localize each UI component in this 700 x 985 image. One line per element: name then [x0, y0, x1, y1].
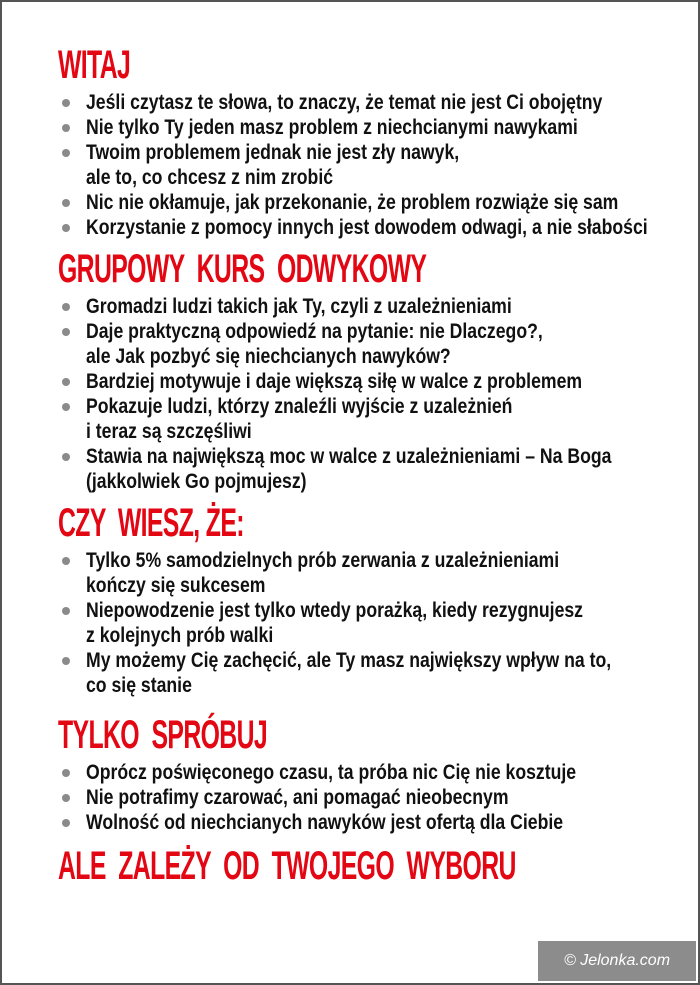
list-item-text: Daje praktyczną odpowiedź na pytanie: nie Dlaczego?, ale Jak pozbyć się niechcianych nawyków?	[86, 320, 543, 368]
bullet-list	[58, 760, 698, 835]
section-grupowy-kurs	[58, 246, 698, 494]
list-item	[58, 294, 698, 319]
list-item	[58, 394, 698, 444]
list-item-text: Tylko 5% samodzielnych prób zerwania z uzależnieniami kończy się sukcesem	[86, 549, 560, 597]
list-item	[58, 369, 698, 394]
list-item	[58, 319, 698, 369]
list-item-text: Jeśli czytasz te słowa, to znaczy, że temat nie jest Ci obojętny	[86, 91, 603, 114]
bullet-icon	[62, 149, 70, 157]
bullet-icon	[62, 557, 70, 565]
section-heading: TYLKO SPRÓBUJ	[58, 713, 268, 757]
list-item	[58, 140, 698, 190]
list-item-text: Pokazuje ludzi, którzy znaleźli wyjście z uzależnień i teraz są szczęśliwi	[86, 395, 513, 443]
bullet-icon	[62, 819, 70, 827]
closing-heading: ALE ZALEŻY OD TWOJEGO WYBORU	[58, 844, 516, 888]
section-czy-wiesz	[58, 500, 698, 698]
bullet-list	[58, 90, 698, 240]
list-item-text: Twoim problemem jednak nie jest zły nawyk, ale to, co chcesz z nim zrobić	[86, 141, 460, 189]
bullet-icon	[62, 124, 70, 132]
bullet-icon	[62, 99, 70, 107]
list-item	[58, 215, 698, 240]
list-item	[58, 548, 698, 598]
list-item	[58, 115, 698, 140]
section-witaj	[58, 42, 698, 240]
bullet-list	[58, 548, 698, 698]
list-item	[58, 444, 698, 494]
list-item	[58, 90, 698, 115]
bullet-icon	[62, 224, 70, 232]
list-item	[58, 648, 698, 698]
list-item-text: Bardziej motywuje i daje większą siłę w walce z problemem	[86, 370, 583, 393]
bullet-icon	[62, 199, 70, 207]
flyer-content	[58, 42, 698, 895]
list-item-text: Gromadzi ludzi takich jak Ty, czyli z uzależnieniami	[86, 295, 512, 318]
section-heading: WITAJ	[58, 43, 131, 87]
section-heading: GRUPOWY KURS ODWYKOWY	[58, 247, 427, 291]
bullet-icon	[62, 453, 70, 461]
bullet-icon	[62, 378, 70, 386]
bullet-icon	[62, 328, 70, 336]
list-item	[58, 190, 698, 215]
list-item-text: Stawia na największą moc w walce z uzależnieniami – Na Boga (jakkolwiek Go pojmujesz)	[86, 445, 612, 493]
bullet-icon	[62, 303, 70, 311]
bullet-icon	[62, 794, 70, 802]
list-item-text: Nie tylko Ty jeden masz problem z niechcianymi nawykami	[86, 116, 578, 139]
list-item-text: Niepowodzenie jest tylko wtedy porażką, kiedy rezygnujesz z kolejnych prób walki	[86, 599, 584, 647]
list-item-text: Nic nie okłamuje, jak przekonanie, że problem rozwiąże się sam	[86, 191, 619, 214]
list-item-text: Wolność od niechcianych nawyków jest ofertą dla Ciebie	[86, 811, 564, 834]
watermark: © Jelonka.com	[538, 941, 696, 981]
bullet-list	[58, 294, 698, 494]
section-ale-zalezy	[58, 843, 698, 889]
bullet-icon	[62, 657, 70, 665]
bullet-icon	[62, 607, 70, 615]
section-heading: CZY WIESZ, ŻE:	[58, 501, 244, 545]
section-tylko-sprobuj	[58, 712, 698, 835]
list-item	[58, 598, 698, 648]
bullet-icon	[62, 403, 70, 411]
list-item	[58, 810, 698, 835]
list-item-text: Nie potrafimy czarować, ani pomagać nieobecnym	[86, 786, 509, 809]
list-item-text: Korzystanie z pomocy innych jest dowodem odwagi, a nie słabości	[86, 216, 648, 239]
bullet-icon	[62, 769, 70, 777]
list-item	[58, 785, 698, 810]
list-item-text: My możemy Cię zachęcić, ale Ty masz największy wpływ na to, co się stanie	[86, 649, 612, 697]
list-item	[58, 760, 698, 785]
list-item-text: Oprócz poświęconego czasu, ta próba nic Cię nie kosztuje	[86, 761, 577, 784]
